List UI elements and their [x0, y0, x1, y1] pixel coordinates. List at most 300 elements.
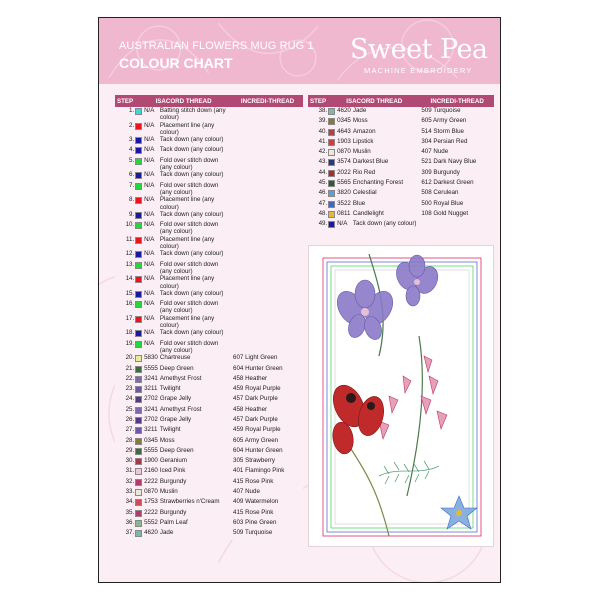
- table-row: [308, 148, 494, 158]
- incredi-thread: 407 Nude: [233, 488, 260, 496]
- table-row: [115, 529, 303, 539]
- thread-colour-swatch: [328, 108, 335, 115]
- swatch-cell: [328, 107, 336, 117]
- swatch-cell: [135, 136, 143, 146]
- isacord-name: Blue: [352, 199, 366, 207]
- step-number: 41.: [318, 137, 328, 145]
- isacord-name: Celestial: [352, 189, 377, 197]
- table-row: [115, 275, 303, 290]
- table-row: [115, 221, 303, 236]
- incredi-thread: [232, 250, 303, 260]
- table-row: [115, 250, 303, 260]
- incredi-thread: 605 Army Green: [233, 436, 279, 444]
- isacord-code: 3820: [337, 189, 351, 197]
- isacord-name: Tack down (any colour): [159, 289, 224, 297]
- step-number: 28.: [125, 436, 135, 444]
- incredi-thread: 607 Light Green: [233, 354, 278, 362]
- swatch-cell: [135, 275, 143, 290]
- isacord-code: N/A: [144, 300, 155, 308]
- swatch-cell: [135, 300, 143, 315]
- isacord-name: Placement line (any colour): [159, 314, 215, 330]
- step-number: 2.: [129, 121, 135, 129]
- isacord-code: 4620: [144, 529, 158, 537]
- incredi-thread: 500 Royal Blue: [421, 199, 464, 207]
- isacord-code: N/A: [144, 275, 155, 283]
- swatch-cell: [328, 158, 336, 168]
- swatch-cell: [328, 169, 336, 179]
- thread-colour-swatch: [135, 212, 142, 219]
- incredi-thread: [232, 261, 303, 276]
- logo-tagline: MACHINE EMBROIDERY: [364, 66, 473, 75]
- isacord-name: Enchanting Forest: [352, 179, 404, 187]
- incredi-thread: [232, 107, 303, 122]
- chart-title-line2: COLOUR CHART: [119, 55, 233, 71]
- step-number: 13.: [125, 260, 135, 268]
- isacord-name: Tack down (any colour): [159, 136, 224, 144]
- swatch-cell: [135, 290, 143, 300]
- table-row: [308, 117, 494, 127]
- isacord-name: Placement line (any colour): [159, 275, 215, 290]
- isacord-code: N/A: [144, 107, 155, 114]
- step-number: 36.: [125, 518, 135, 526]
- table-row: [115, 136, 303, 146]
- isacord-name: Twilight: [159, 385, 181, 393]
- incredi-thread: 415 Rose Pink: [233, 477, 274, 485]
- step-number: 23.: [125, 385, 135, 393]
- thread-colour-swatch: [135, 251, 142, 258]
- table-row: [115, 236, 303, 251]
- thread-colour-swatch: [135, 276, 142, 283]
- incredi-thread: [232, 221, 303, 236]
- table-header-row: [115, 95, 303, 107]
- isacord-name: Jade: [352, 107, 367, 114]
- thread-colour-swatch: [135, 158, 142, 165]
- swatch-cell: [328, 148, 336, 158]
- thread-colour-swatch: [135, 468, 142, 475]
- isacord-code: N/A: [144, 146, 155, 154]
- isacord-code: N/A: [144, 196, 155, 204]
- incredi-thread: [232, 122, 303, 137]
- step-number: 39.: [318, 117, 328, 125]
- table-row: [115, 385, 303, 395]
- isacord-code: 3522: [337, 199, 351, 207]
- incredi-thread: 508 Cerulean: [421, 189, 459, 197]
- incredi-thread: 415 Rose Pink: [233, 508, 274, 516]
- thread-colour-swatch: [135, 237, 142, 244]
- incredi-thread: 605 Army Green: [421, 117, 467, 125]
- step-number: 34.: [125, 498, 135, 506]
- swatch-cell: [135, 365, 143, 375]
- isacord-code: N/A: [144, 339, 155, 347]
- header-incredi: INCREDI-THREAD: [232, 95, 303, 107]
- header-isacord: ISACORD THREAD: [328, 95, 420, 107]
- swatch-cell: [135, 211, 143, 221]
- isacord-name: Batting stitch down (any colour): [159, 107, 226, 122]
- incredi-thread: [232, 340, 303, 355]
- swatch-cell: [135, 488, 143, 498]
- thread-colour-swatch: [328, 159, 335, 166]
- thread-colour-swatch: [135, 417, 142, 424]
- isacord-name: Strawberries n'Cream: [159, 498, 220, 506]
- isacord-code: N/A: [337, 220, 348, 228]
- isacord-name: Chartreuse: [159, 354, 191, 362]
- swatch-cell: [135, 182, 143, 197]
- incredi-thread: [232, 157, 303, 172]
- step-number: 14.: [125, 275, 135, 283]
- step-number: 27.: [125, 426, 135, 434]
- isacord-name: Tack down (any colour): [352, 220, 417, 228]
- isacord-code: 3574: [337, 158, 351, 166]
- swatch-cell: [135, 329, 143, 339]
- thread-colour-swatch: [135, 499, 142, 506]
- table-row: [308, 158, 494, 168]
- swatch-cell: [328, 179, 336, 189]
- swatch-cell: [135, 221, 143, 236]
- swatch-cell: [135, 498, 143, 508]
- swatch-cell: [328, 138, 336, 148]
- isacord-code: 0870: [337, 148, 351, 156]
- isacord-code: 2022: [337, 168, 351, 176]
- swatch-cell: [135, 171, 143, 181]
- swatch-cell: [135, 236, 143, 251]
- incredi-thread: 612 Darkest Green: [421, 179, 474, 187]
- table-row: [115, 375, 303, 385]
- isacord-code: N/A: [144, 235, 155, 243]
- isacord-name: Grape Jelly: [159, 395, 192, 403]
- swatch-cell: [328, 117, 336, 127]
- isacord-name: Grape Jelly: [159, 415, 192, 423]
- left-table-body: [115, 107, 303, 540]
- header-isacord: ISACORD THREAD: [135, 95, 232, 107]
- incredi-thread: 458 Heather: [233, 405, 268, 413]
- step-number: 18.: [125, 329, 135, 337]
- isacord-name: Tack down (any colour): [159, 250, 224, 258]
- isacord-name: Placement line (any colour): [159, 196, 215, 211]
- isacord-name: Fold over stitch down (any colour): [159, 221, 219, 236]
- step-number: 46.: [318, 189, 328, 197]
- isacord-name: Geranium: [159, 457, 188, 465]
- isacord-name: Placement line (any colour): [159, 235, 215, 251]
- swatch-cell: [135, 157, 143, 172]
- table-row: [115, 315, 303, 330]
- thread-colour-swatch: [135, 301, 142, 308]
- isacord-name: Fold over stitch down (any colour): [159, 339, 219, 354]
- swatch-cell: [328, 220, 336, 230]
- step-number: 6.: [129, 171, 135, 179]
- isacord-name: Deep Green: [159, 364, 194, 372]
- thread-colour-swatch: [328, 190, 335, 197]
- step-number: 47.: [318, 199, 328, 207]
- step-number: 44.: [318, 168, 328, 176]
- isacord-code: 2702: [144, 415, 158, 423]
- step-number: 37.: [125, 529, 135, 537]
- incredi-thread: [232, 329, 303, 339]
- thread-colour-swatch: [135, 520, 142, 527]
- logo-wordmark: Sweet Pea: [350, 34, 488, 65]
- isacord-code: 0870: [144, 488, 158, 496]
- swatch-cell: [328, 189, 336, 199]
- isacord-code: 5555: [144, 446, 158, 454]
- step-number: 20.: [125, 354, 135, 362]
- thread-colour-swatch: [328, 129, 335, 136]
- isacord-name: Iced Pink: [159, 467, 186, 475]
- isacord-name: Palm Leaf: [159, 518, 188, 526]
- incredi-thread: [232, 300, 303, 315]
- isacord-code: N/A: [144, 210, 155, 218]
- step-number: 45.: [318, 179, 328, 187]
- table-row: [115, 211, 303, 221]
- thread-colour-swatch: [328, 149, 335, 156]
- table-row: [115, 426, 303, 436]
- table-row: [115, 467, 303, 477]
- incredi-thread: 604 Hunter Green: [233, 446, 283, 454]
- incredi-thread: 457 Dark Purple: [233, 395, 278, 403]
- thread-colour-swatch: [135, 366, 142, 373]
- isacord-name: Fold over stitch down (any colour): [159, 181, 219, 196]
- isacord-code: 2222: [144, 508, 158, 516]
- isacord-code: 0345: [337, 117, 351, 125]
- swatch-cell: [135, 196, 143, 211]
- incredi-thread: 514 Storm Blue: [421, 127, 464, 135]
- thread-colour-swatch: [135, 147, 142, 154]
- table-row: [115, 478, 303, 488]
- thread-colour-swatch: [328, 118, 335, 125]
- incredi-thread: 401 Flamingo Pink: [233, 467, 285, 475]
- step-number: 10.: [125, 221, 135, 229]
- thread-colour-swatch: [135, 291, 142, 298]
- incredi-thread: 304 Persian Red: [421, 137, 468, 145]
- swatch-cell: [135, 447, 143, 457]
- incredi-thread: [232, 290, 303, 300]
- thread-colour-swatch: [135, 479, 142, 486]
- incredi-thread: 305 Strawberry: [233, 457, 276, 465]
- incredi-thread: 603 Pine Green: [233, 518, 277, 526]
- isacord-name: Amazon: [352, 127, 376, 135]
- step-number: 9.: [129, 210, 135, 218]
- incredi-thread: 509 Turquoise: [233, 529, 273, 537]
- isacord-name: Burgundy: [159, 477, 187, 485]
- isacord-code: 3211: [144, 426, 158, 434]
- table-row: [115, 437, 303, 447]
- isacord-code: N/A: [144, 289, 155, 297]
- isacord-code: 2702: [144, 395, 158, 403]
- thread-colour-swatch: [135, 489, 142, 496]
- incredi-thread: 604 Hunter Green: [233, 364, 283, 372]
- isacord-name: Fold over stitch down (any colour): [159, 300, 219, 315]
- thread-colour-swatch: [135, 330, 142, 337]
- incredi-thread: 409 Watermelon: [233, 498, 279, 506]
- incredi-thread: [232, 236, 303, 251]
- thread-colour-swatch: [135, 183, 142, 190]
- isacord-code: 0811: [337, 209, 351, 217]
- swatch-cell: [328, 210, 336, 220]
- isacord-code: 5555: [144, 364, 158, 372]
- chart-title-line1: AUSTRALIAN FLOWERS MUG RUG 1: [119, 40, 314, 52]
- table-row: [115, 416, 303, 426]
- step-number: 38.: [318, 107, 328, 114]
- table-row: [115, 300, 303, 315]
- incredi-thread: 407 Nude: [421, 148, 449, 156]
- thread-colour-swatch: [135, 407, 142, 414]
- isacord-code: N/A: [144, 221, 155, 229]
- step-number: 5.: [129, 156, 135, 164]
- step-number: 40.: [318, 127, 328, 135]
- thread-colour-swatch: [135, 316, 142, 323]
- table-row: [308, 220, 494, 230]
- table-row: [115, 447, 303, 457]
- step-number: 49.: [318, 220, 328, 228]
- right-table-body: [308, 107, 494, 231]
- thread-colour-swatch: [135, 386, 142, 393]
- isacord-name: Placement line (any colour): [159, 121, 215, 136]
- table-row: [308, 107, 494, 117]
- isacord-name: Tack down (any colour): [159, 146, 224, 154]
- table-row: [115, 157, 303, 172]
- incredi-thread: 108 Gold Nugget: [421, 209, 469, 217]
- table-row: [115, 509, 303, 519]
- incredi-thread: [232, 136, 303, 146]
- isacord-code: N/A: [144, 136, 155, 144]
- table-header-row: [308, 95, 494, 107]
- swatch-cell: [135, 375, 143, 385]
- incredi-thread: [232, 275, 303, 290]
- swatch-cell: [135, 395, 143, 405]
- step-number: 24.: [125, 395, 135, 403]
- isacord-name: Amethyst Frost: [159, 374, 202, 382]
- table-row: [115, 196, 303, 211]
- table-row: [115, 354, 303, 364]
- table-row: [308, 128, 494, 138]
- thread-colour-swatch: [135, 355, 142, 362]
- table-row: [115, 107, 303, 122]
- incredi-thread: [232, 182, 303, 197]
- colour-table-left: [115, 95, 303, 540]
- isacord-code: N/A: [144, 329, 155, 337]
- swatch-cell: [135, 478, 143, 488]
- isacord-name: Deep Green: [159, 446, 194, 454]
- isacord-code: 3241: [144, 374, 158, 382]
- step-number: 16.: [125, 300, 135, 308]
- thread-colour-swatch: [328, 221, 335, 228]
- thread-colour-swatch: [135, 530, 142, 537]
- table-row: [115, 488, 303, 498]
- australian-flowers-illustration: [309, 246, 494, 547]
- swatch-cell: [135, 107, 143, 122]
- isacord-name: Tack down (any colour): [159, 171, 224, 179]
- isacord-code: 3241: [144, 405, 158, 413]
- thread-colour-swatch: [328, 139, 335, 146]
- table-row: [115, 182, 303, 197]
- swatch-cell: [328, 200, 336, 210]
- step-number: 12.: [125, 250, 135, 258]
- swatch-cell: [135, 385, 143, 395]
- step-number: 35.: [125, 508, 135, 516]
- colour-table-right: [308, 95, 494, 231]
- isacord-code: 1903: [337, 137, 351, 145]
- swatch-cell: [135, 467, 143, 477]
- isacord-name: Tack down (any colour): [159, 329, 224, 337]
- isacord-code: 2222: [144, 477, 158, 485]
- swatch-cell: [135, 519, 143, 529]
- isacord-code: 4643: [337, 127, 351, 135]
- thread-colour-swatch: [135, 458, 142, 465]
- thread-colour-swatch: [135, 137, 142, 144]
- table-row: [115, 395, 303, 405]
- swatch-cell: [135, 529, 143, 539]
- table-row: [115, 340, 303, 355]
- thread-colour-swatch: [135, 123, 142, 130]
- incredi-thread: [232, 211, 303, 221]
- isacord-name: Muslin: [159, 488, 178, 496]
- header-banner: [99, 18, 500, 84]
- incredi-thread: 457 Dark Purple: [233, 415, 278, 423]
- table-row: [308, 210, 494, 220]
- incredi-thread: 509 Turquoise: [421, 107, 461, 114]
- colour-chart-page: [98, 17, 501, 583]
- isacord-name: Candlelight: [352, 209, 384, 217]
- isacord-code: 1900: [144, 457, 158, 465]
- table-row: [308, 189, 494, 199]
- table-row: [308, 138, 494, 148]
- step-number: 26.: [125, 415, 135, 423]
- table-row: [308, 200, 494, 210]
- step-number: 33.: [125, 488, 135, 496]
- table-row: [115, 498, 303, 508]
- isacord-name: Moss: [159, 436, 175, 444]
- thread-colour-swatch: [328, 180, 335, 187]
- table-row: [115, 329, 303, 339]
- isacord-name: Lipstick: [352, 137, 374, 145]
- thread-colour-swatch: [135, 341, 142, 348]
- isacord-code: 2160: [144, 467, 158, 475]
- table-row: [308, 169, 494, 179]
- isacord-code: 5830: [144, 354, 158, 362]
- step-number: 3.: [129, 136, 135, 144]
- thread-colour-swatch: [135, 438, 142, 445]
- thread-colour-swatch: [328, 170, 335, 177]
- swatch-cell: [135, 354, 143, 364]
- swatch-cell: [135, 315, 143, 330]
- incredi-thread: [232, 171, 303, 181]
- isacord-name: Amethyst Frost: [159, 405, 202, 413]
- isacord-code: 4620: [337, 107, 351, 114]
- step-number: 43.: [318, 158, 328, 166]
- step-number: 32.: [125, 477, 135, 485]
- isacord-code: 0345: [144, 436, 158, 444]
- isacord-code: 5552: [144, 518, 158, 526]
- table-row: [115, 365, 303, 375]
- incredi-thread: 458 Heather: [233, 374, 268, 382]
- incredi-thread: 521 Dark Navy Blue: [421, 158, 477, 166]
- swatch-cell: [135, 509, 143, 519]
- isacord-code: 3211: [144, 385, 158, 393]
- isacord-name: Fold over stitch down (any colour): [159, 260, 219, 275]
- incredi-thread: [420, 220, 494, 230]
- step-number: 4.: [129, 146, 135, 154]
- thread-colour-swatch: [328, 201, 335, 208]
- thread-colour-swatch: [135, 510, 142, 517]
- table-row: [115, 146, 303, 156]
- thread-colour-swatch: [135, 376, 142, 383]
- isacord-name: Fold over stitch down (any colour): [159, 156, 219, 172]
- step-number: 22.: [125, 374, 135, 382]
- step-number: 48.: [318, 209, 328, 217]
- table-row: [115, 406, 303, 416]
- thread-colour-swatch: [135, 197, 142, 204]
- incredi-thread: [232, 146, 303, 156]
- swatch-cell: [135, 437, 143, 447]
- incredi-thread: 459 Royal Purple: [233, 385, 281, 393]
